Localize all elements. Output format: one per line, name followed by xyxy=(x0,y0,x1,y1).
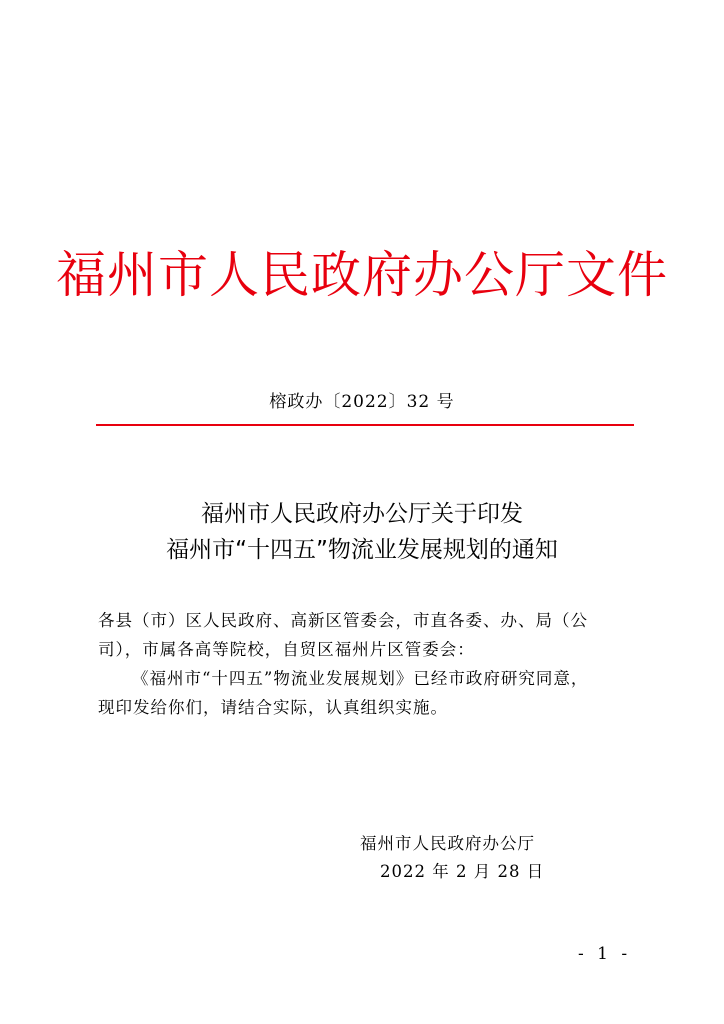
signature-block xyxy=(360,830,544,886)
issuer-name: 福州市人民政府办公厅 xyxy=(360,834,535,853)
red-divider-line xyxy=(96,424,634,426)
recipients-line-1: 各县（市）区人民政府、高新区管委会，市直各委、办、局（公 xyxy=(98,611,588,630)
notice-body xyxy=(98,606,638,722)
recipients-line-2: 司），市属各高等院校，自贸区福州片区管委会： xyxy=(98,640,475,659)
body-paragraph-line-2: 现印发给你们，请结合实际，认真组织实施。 xyxy=(98,698,448,717)
notice-title xyxy=(0,496,724,568)
issue-date: 2022 年 2 月 28 日 xyxy=(380,862,545,881)
body-paragraph-line-1: 《福州市“十四五”物流业发展规划》已经市政府研究同意， xyxy=(132,669,589,688)
notice-title-line-1: 福州市人民政府办公厅关于印发 xyxy=(201,501,523,527)
document-number: 榕政办〔2022〕32 号 xyxy=(269,392,455,412)
page-number: - 1 - xyxy=(578,944,632,964)
document-header-title: 福州市人民政府办公厅文件 xyxy=(56,246,668,304)
notice-title-line-2: 福州市“十四五”物流业发展规划的通知 xyxy=(166,537,558,563)
